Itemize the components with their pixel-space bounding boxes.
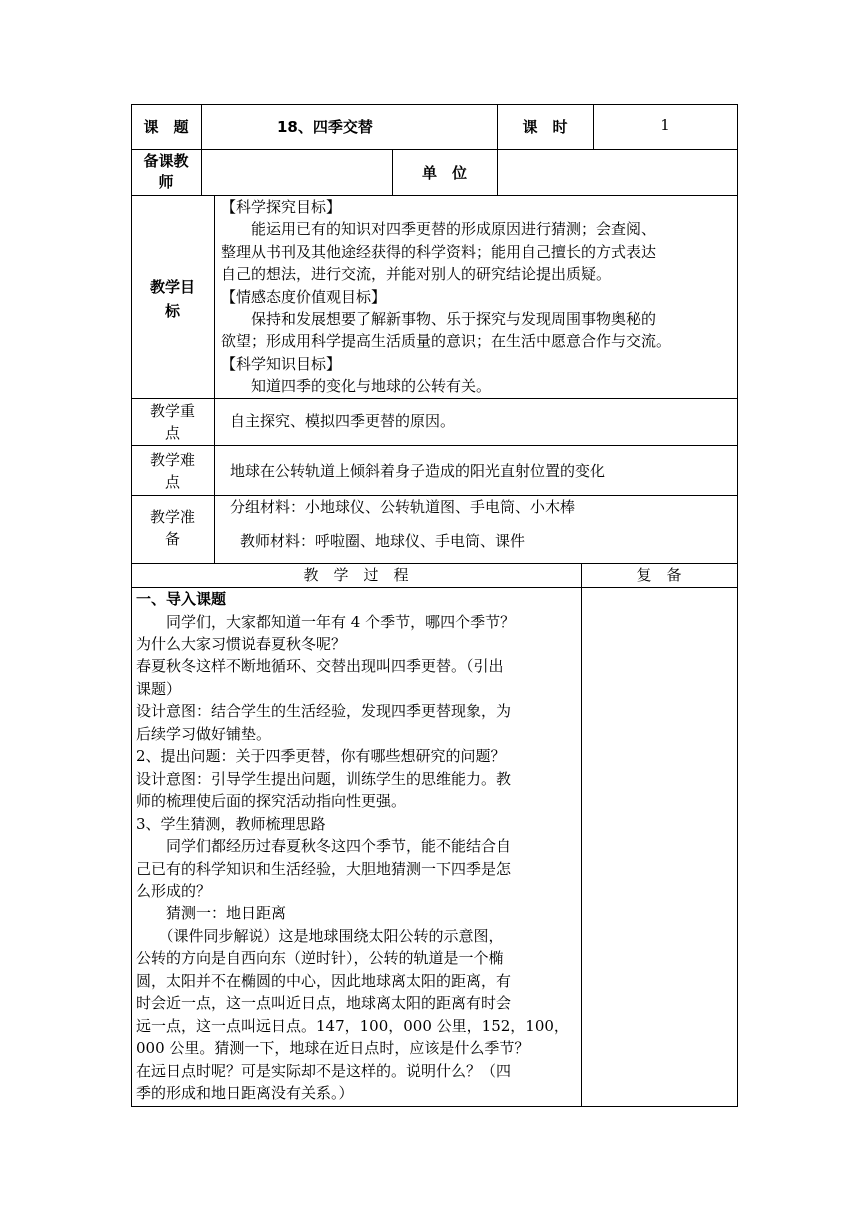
focus-label: 教学重 点 bbox=[149, 402, 195, 442]
process-line: 么形成的？ bbox=[136, 881, 212, 900]
goal-line: 知道四季的变化与地球的公转有关。 bbox=[221, 377, 492, 395]
goal-line: 【科学探究目标】 bbox=[221, 198, 342, 216]
process-line: 公转的方向是自西向东（逆时针），公转的轨道是一个椭 bbox=[136, 949, 504, 968]
process-header: 教 学 过 程 bbox=[303, 566, 409, 584]
process-line: 圆，太阳并不在椭圆的中心，因此地球离太阳的距离，有 bbox=[136, 971, 512, 990]
process-line: 2、提出问题：关于四季更替，你有哪些想研究的问题？ bbox=[136, 747, 506, 766]
process-line: 3、学生猜测，教师梳理思路 bbox=[136, 814, 326, 833]
process-line: 猜测一：地日距离 bbox=[136, 904, 287, 923]
goal-line: 整理从书刊及其他途经获得的科学资料；能用自己擅长的方式表达 bbox=[221, 242, 657, 261]
process-line: 远一点，这一点叫远日点。147，100，000 公里，152，100， bbox=[136, 1016, 569, 1035]
goal-line: 【科学知识目标】 bbox=[221, 354, 342, 373]
goal-line: 保持和发展想要了解新事物、乐于探究与发现周围事物奥秘的 bbox=[221, 309, 657, 328]
goal-line: 能运用已有的知识对四季更替的形成原因进行猜测；会查阅、 bbox=[221, 220, 657, 239]
focus-text: 自主探究、模拟四季更替的原因。 bbox=[230, 412, 456, 430]
process-line: 同学们都经历过春夏秋冬这四个季节，能不能结合自 bbox=[136, 837, 512, 855]
process-line: 课题） bbox=[136, 679, 182, 698]
process-line: 师的梳理使后面的探究活动指向性更强。 bbox=[136, 792, 407, 811]
process-line: 同学们，大家都知道一年有 4 个季节，哪四个季节？ bbox=[136, 612, 516, 631]
prep-label: 教学准 备 bbox=[149, 508, 195, 548]
process-line: （课件同步解说）这是地球围绕太阳公转的示意图， bbox=[136, 926, 504, 945]
goal-line: 自己的想法，进行交流，并能对别人的研究结论提出质疑。 bbox=[221, 265, 612, 284]
difficulty-label: 教学难 点 bbox=[149, 451, 195, 491]
goal-line: 【情感态度价值观目标】 bbox=[221, 287, 387, 306]
process-line: 在远日点时呢？可是实际却不是这样的。说明什么？（四 bbox=[136, 1061, 512, 1080]
hours-label: 课 时 bbox=[522, 118, 568, 136]
prep-line-1: 分组材料：小地球仪、公转轨道图、手电筒、小木棒 bbox=[230, 498, 576, 516]
unit-label: 单 位 bbox=[421, 164, 467, 182]
process-line: 后续学习做好铺垫。 bbox=[136, 724, 272, 743]
course-title: 18、四季交替 bbox=[277, 118, 373, 136]
course-label: 课 题 bbox=[143, 118, 189, 136]
teacher-label: 备课教 师 bbox=[143, 152, 189, 191]
process-line: 己已有的科学知识和生活经验，大胆地猜测一下四季是怎 bbox=[136, 859, 512, 878]
process-line: 时会近一点，这一点叫近日点，地球离太阳的距离有时会 bbox=[136, 994, 512, 1013]
prep-line-2: 教师材料：呼啦圈、地球仪、手电筒、课件 bbox=[240, 532, 526, 550]
goal-line: 欲望；形成用科学提高生活质量的意识；在生活中愿意合作与交流。 bbox=[221, 332, 672, 351]
process-line: 一、导入课题 bbox=[136, 590, 227, 608]
difficulty-text: 地球在公转轨道上倾斜着身子造成的阳光直射位置的变化 bbox=[230, 462, 606, 480]
process-line: 季的形成和地日距离没有关系。） bbox=[136, 1084, 354, 1102]
process-line: 春夏秋冬这样不断地循环、交替出现叫四季更替。（引出 bbox=[136, 657, 504, 676]
process-line: 000 公里。猜测一下，地球在近日点时，应该是什么季节？ bbox=[136, 1039, 530, 1058]
hours-value: 1 bbox=[660, 116, 670, 134]
revision-header: 复 备 bbox=[636, 566, 682, 584]
goals-label: 教学目 标 bbox=[149, 278, 195, 320]
process-line: 设计意图：引导学生提出问题，训练学生的思维能力。教 bbox=[136, 769, 512, 788]
process-line: 设计意图：结合学生的生活经验，发现四季更替现象，为 bbox=[136, 702, 512, 721]
process-line: 为什么大家习惯说春夏秋冬呢？ bbox=[136, 634, 347, 653]
